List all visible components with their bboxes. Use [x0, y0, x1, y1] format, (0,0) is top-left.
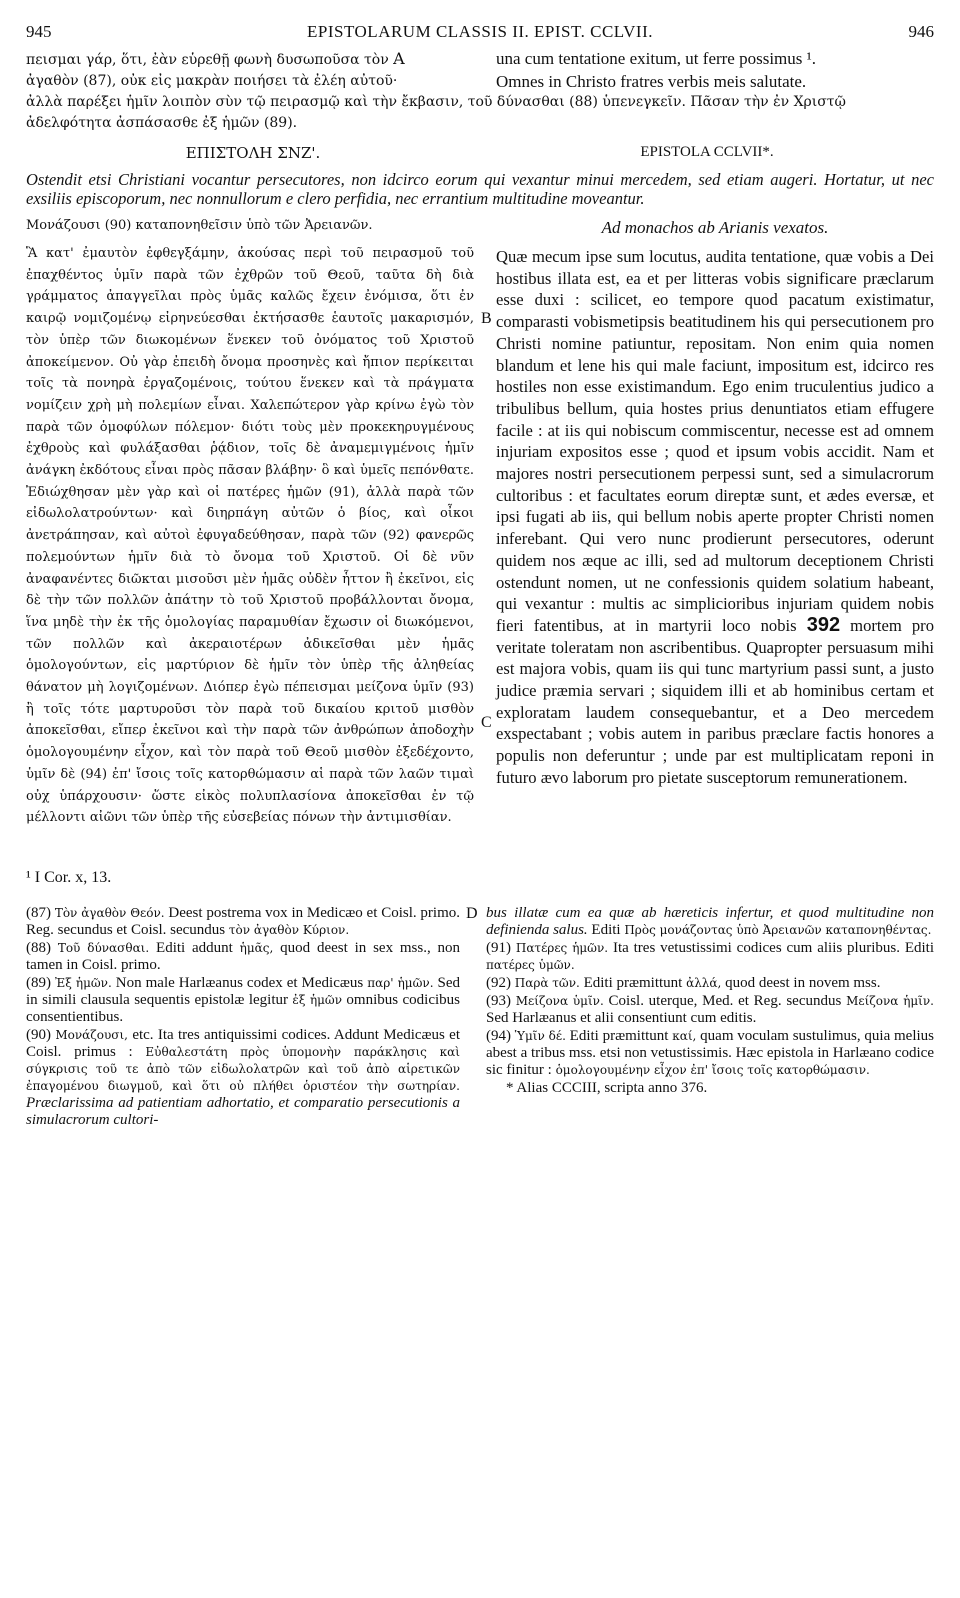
margin-letter-c: C [481, 714, 492, 731]
latin-address: Ad monachos ab Arianis vexatos. [601, 218, 829, 237]
latin-carryover-line-1: una cum tentatione exitum, ut ferre possimus ¹. [496, 49, 816, 68]
margin-letter-a: A [393, 49, 405, 68]
note-89: (89) Ἐξ ἡμῶν. Non male Harlæanus codex et Medicæus παρ' ἡμῶν. Sed in simili clausula sequentis epistolæ legitur ἐξ ἡμῶν omnibus codicibus consentientibus. [26, 974, 461, 1025]
running-title: EPISTOLARUM CLASSIS II. EPIST. CCLVII. [307, 22, 653, 41]
epistle-title-greek: ΕΠΙΣΤΟΛΗ ΣΝΖ'. [185, 144, 321, 162]
margin-letter-d: D [466, 904, 478, 922]
latin-body-text: Quæ mecum ipse sum locutus, audita tentatione, quæ vobis a Dei hostibus illata est, ea et per litteras vobis significare præclarum esse duxi : scilicet, eo tempore quod pacatum existimatur, comparasti vobismetipsis beatitudinem his qui persecutionem pro Christi nomine patiuntur, repositam. Non enim quia nomen blandum et lene his qui male faciunt, impositum est, idcirco res hostiles non esse existimandum. Ego enim truculentius judico a tribulibus bellum, quia hostes prius denuntiatos etiam effugere facile : at iis qui nobiscum commiscentur, necesse est ad omnem injuriam expositos esse ; quod et ipsum vobis accidit. Nam et majores nostri persecutionem perpessi sunt, sed a simulacrorum cultoribus : et facultates eorum direptæ sunt, et ædes eversæ, et ipsi fugati ab iis, qui bellum nobis aperte propter Christi nomen inferebant. Qui vero nunc prodierunt persecutores, oderunt quidem nos æque ac illi, sed ad multorum deceptionem Christi ostendunt nomen, ut ne confessionis quidem solatium habeant, qui vexantur : multis ac simplicioribus injuriam quidem nobis fieri fatentibus, at in martyrii loco nobis 392 mortem pro veritate toleratam non ascribentibus. Quapropter persuasum mihi est majora vobis, quam iis qui tunc martyrium passi sunt, a justo judice præmia servari ; siquidem illi et ab hominibus certam et exploratam laudem consequebantur, et a Deo mercedem exspectabant ; vobis autem in paribus præclare factis honores a populis non deferuntur ; unde par est multiplicatam reponi in futuro ævo laborum pro pietate susceptorum remunerationem. [496, 247, 934, 787]
page [26, 22, 934, 1130]
note-94: (94) Ὑμῖν δέ. Editi præmittunt καί, quam voculam sustulimus, quia melius abest a tribus mss. etsi non vetustissimis. Hæc epistola in Harlæano codice sic finitur : ὁμολογουμένην εἶχον ἐπ' ἴσοις τοῖς κατορθώμασιν. [486, 1027, 935, 1078]
page-number-left: 945 [26, 22, 52, 41]
note-90-continued: bus illatæ cum ea quæ ab hæreticis infertur, et quod multitudine non definienda salus. Editi Πρὸς μονάζοντας ὑπὸ Ἀρειανῶν καταπονηθέντας. [486, 904, 934, 938]
running-header [26, 22, 934, 48]
greek-carryover-line-2: ἀγαθὸν (87), οὐκ εἰς μακρὰν ποιήσει τὰ ἐλέη αὐτοῦ· [26, 73, 398, 89]
page-marker: 392 [806, 613, 841, 636]
greek-column [26, 218, 496, 829]
scripture-footnote: ¹ I Cor. x, 13. [26, 868, 112, 886]
margin-letter-b: B [481, 310, 492, 327]
greek-address: Μονάζουσι (90) καταπονηθεῖσιν ὑπὸ τῶν Ἀρειανῶν. [26, 218, 373, 233]
notes-right-column [486, 905, 934, 1130]
note-91: (91) Πατέρες ἡμῶν. Ita tres vetustissimi codices cum aliis pluribus. Editi πατέρες ὑμῶν. [486, 939, 934, 972]
top-row-2 [26, 71, 934, 92]
alias-note: * Alias CCCIII, scripta anno 376. [506, 1079, 708, 1096]
note-92: (92) Παρὰ τῶν. Editi præmittunt ἀλλά, quod deest in novem mss. [486, 974, 881, 991]
body-columns [26, 218, 934, 829]
greek-body-text: Ἃ κατ' ἐμαυτὸν ἐφθεγξάμην, ἀκούσας περὶ τοῦ πειρασμοῦ τοῦ ἐπαχθέντος ὑμῖν παρὰ τῶν ἐχθρῶν τοῦ Θεοῦ, ταῦτα δὴ διὰ γράμματος ἀπαγγεῖλαι πρὸς ὑμᾶς καλῶς ἔχειν ἐνόμισα, ὅτι ἐν καιρῷ νομιζομένῳ εἰρηνεύεσθαι ἐκτήσασθε ἑαυτοῖς μακαρισμόν, τὸν ὑπὲρ τῶν διωκομένων ἕνεκεν τοῦ ὀνόματος τοῦ Χριστοῦ ἀποκείμενον. Οὐ γὰρ ἐπειδὴ ὄνομα προσηνὲς καὶ ἤπιον περίκειται τοῖς τὰ πονηρὰ ἐργαζομένοις, τούτου ἕνεκεν καὶ τὰ πράγματα νομίζειν χρὴ μὴ πολεμίων εἶναι. Χαλεπώτερον γὰρ κρίνω ἐγὼ τὸν παρὰ τῶν ὁμοφύλων πόλεμον· διότι τοὺς μὲν προκεκηρυγμένους ἐχθροὺς καὶ φυλάξασθαι ῥᾴδιον, τοῖς δὲ ἀναμεμιγμένοις ἡμῖν ἀνάγκη ἐκδότους εἶναι πρὸς πᾶσαν βλάβην· ὃ καὶ ὑμεῖς πεπόνθατε. Ἐδιώχθησαν μὲν γὰρ καὶ οἱ πατέρες ἡμῶν (91), ἀλλὰ παρὰ τῶν εἰδωλολατρούντων· καὶ διηρπάγη αὐτῶν ὁ βίος, καὶ οἶκοι ἀνετράπησαν, καὶ αὐτοὶ ἐφυγαδεύθησαν, παρὰ τῶν (92) φανερῶς πολεμούντων ἡμῖν διὰ τὸ ὄνομα τοῦ Χριστοῦ. Οἱ δὲ νῦν ἀναφανέντες διῶκται μισοῦσι μὲν ἡμᾶς οὐδὲν ἧττον ἢ ἐκεῖνοι, εἰς δὲ τὴν τῶν πολλῶν ἀπάτην τὸ τοῦ Χριστοῦ προβάλλονται ὄνομα, ἵνα μηδὲ τὴν ἐκ τῆς ὁμολογίας παραμυθίαν ἔχωσιν οἱ διωκόμενοι, τῶν πολλῶν καὶ ἀκεραιοτέρων ἀδικεῖσθαι μὲν ἡμᾶς ὁμολογούντων, εἰς μαρτύριον δὲ ἡμῖν τὸν ὑπὲρ τῆς ἀληθείας θάνατον μὴ λογιζομένων. Διόπερ ἐγὼ πέπεισμαι μείζονα ὑμῖν (93) ἢ τοῖς τότε μαρτυροῦσι τὸν παρὰ τοῦ δικαίου κριτοῦ μισθὸν ἀποκεῖσθαι, εἴπερ ἐκεῖνοι καὶ τὴν παρὰ τῶν ἀνθρώπων ἀποδοχὴν ὁμολογουμένην εἶχον, καὶ τὸν παρὰ τοῦ Θεοῦ μισθὸν ἐξεδέχοντο, ὑμῖν δὲ (94) ἐπ' ἴσοις τοῖς κατορθώμασιν αἱ παρὰ τῶν λαῶν τιμαὶ οὐχ ὑπάρχουσιν· ὥστε εἰκὸς πολυπλασίονα ἀποκεῖσθαι ἐν τῷ μέλλοντι αἰῶνι τῶν ὑπὲρ τῆς εὐσεβείας πόνων τὴν ἀντιμισθίαν. [26, 246, 474, 826]
epistle-titles [26, 144, 934, 162]
epistle-title-latin: EPISTOLA CCLVII*. [640, 144, 774, 160]
greek-carryover-full: ἀλλὰ παρέξει ἡμῖν λοιπὸν σὺν τῷ πειρασμῷ καὶ τὴν ἔκβασιν, τοῦ δύνασθαι (88) ὑπενεγκεῖν. Πᾶσαν τὴν ἐν Χριστῷ ἀδελφότητα ἀσπάσασθε ἐξ ἡμῶν (89). [26, 94, 846, 131]
editorial-notes [26, 905, 934, 1130]
latin-column [496, 218, 934, 829]
notes-left-column [26, 905, 486, 1130]
note-93: (93) Μείζονα ὑμῖν. Coisl. uterque, Med. et Reg. secundus Μείζονα ἡμῖν. Sed Harlæanus et alii consentiunt cum editis. [486, 992, 934, 1026]
latin-carryover-line-2: Omnes in Christo fratres verbis meis salutate. [496, 72, 807, 91]
top-row-1 [26, 48, 934, 71]
page-number-right: 946 [908, 22, 934, 41]
greek-carryover-line-1: πεισμαι γάρ, ὅτι, ἐὰν εὑρεθῇ φωνὴ δυσωποῦσα τὸν A [26, 49, 405, 68]
note-90: (90) Μονάζουσι, etc. Ita tres antiquissimi codices. Addunt Medicæus et Coisl. primus : Εὐθαλεστάτη πρὸς ὑπομονὴν παράκλησις καὶ σύγκρισις τοῦ τε ἀπὸ τῶν εἰδωλολατρῶν καὶ τοῦ ἀπὸ αἱρετικῶν ἐπαγομένου διωγμοῦ, καὶ ὅτι οὐ πλήθει ὁριστέον τὴν σωτηρίαν. Præclarissima ad patientiam adhortatio, et comparatio persecutionis a simulacrorum cultori- [26, 1026, 461, 1128]
note-87: (87) Τὸν ἀγαθὸν Θεόν. Deest postrema vox in Medicæo et Coisl. primo. Reg. secundus et Coisl. secundus τὸν ἀγαθὸν Κύριον. [26, 904, 461, 938]
note-88: (88) Τοῦ δύνασθαι. Editi addunt ἡμᾶς, quod deest in sex mss., non tamen in Coisl. primo. [26, 939, 461, 973]
epistle-abstract: Ostendit etsi Christiani vocantur persecutores, non idcirco eorum qui vexantur minui mercedem, sed etiam augeri. Hortatur, ut nec exsiliis episcoporum, nec nonnullorum e clero perfidia, nec errantium multitudine moveantur. [26, 170, 934, 208]
